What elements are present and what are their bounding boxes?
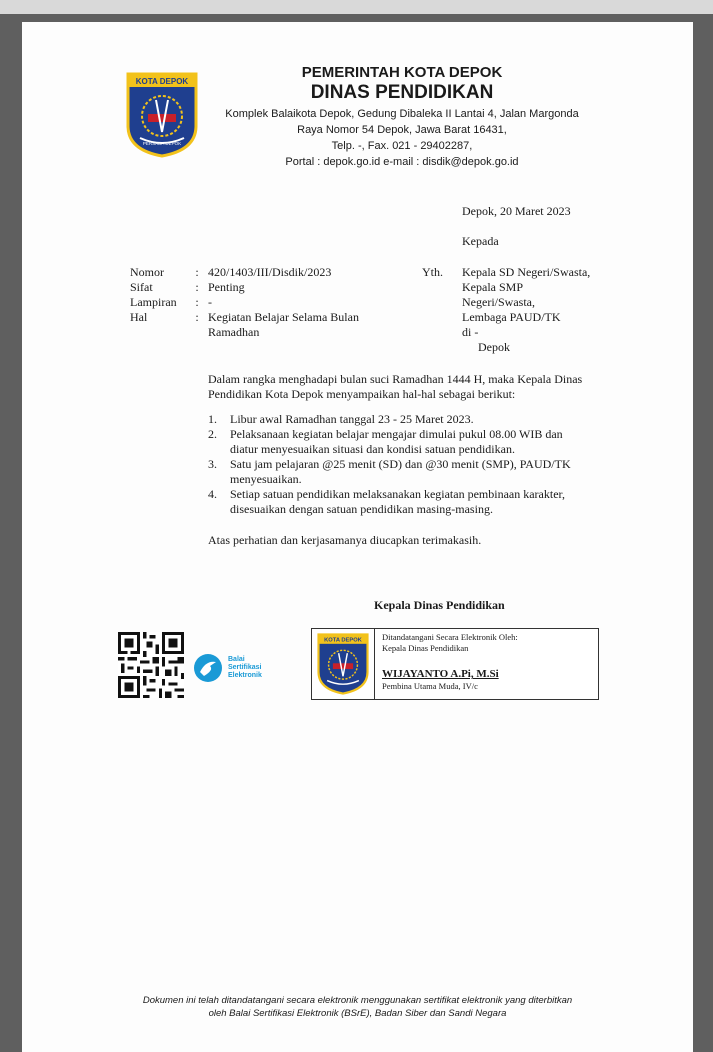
point-number: 1. [208,412,217,426]
sifat-label: Sifat [130,280,153,294]
footer-note [22,994,693,1020]
point-text: Satu jam pelajaran @25 menit (SD) dan @30 menit (SMP), PAUD/TK [230,457,571,471]
meta-row-nomor [130,265,359,280]
sig-logo-label: KOTA DEPOK [324,637,362,644]
document-page [22,22,693,1052]
meta-colon: : [195,310,199,324]
signer-rank: Pembina Utama Muda, IV/c [382,681,478,691]
point-text: Libur awal Ramadhan tanggal 23 - 25 Maret 2023. [230,412,474,426]
list-item [208,412,648,427]
hal-value-line: Ramadhan [208,325,260,339]
point-text: menyesuaikan. [230,472,302,486]
list-item [208,427,648,457]
kota-depok-logo [316,633,370,695]
recipient-line: di - [462,325,479,339]
bsre-label-line: Elektronik [228,672,262,679]
recipient-line: Depok [478,340,510,354]
yth-label: Yth. [422,265,443,279]
list-item [208,457,648,487]
intro-line: Pendidikan Kota Depok menyampaikan hal-hal sebagai berikut: [208,387,516,401]
recipient-line: Lembaga PAUD/TK [462,310,561,324]
meta-row-lampiran [130,295,359,310]
kota-depok-logo [126,72,198,158]
logo-label: KOTA DEPOK [135,77,189,86]
letter-body [208,372,648,548]
signed-by-label: Ditandatangani Secara Elektronik Oleh: [382,632,518,642]
meta-row-hal [130,310,359,340]
sifat-value: Penting [208,280,245,294]
hal-value-line: Kegiatan Belajar Selama Bulan [208,310,359,324]
signature-title: Kepala Dinas Pendidikan [374,598,505,612]
nomor-label: Nomor [130,265,164,279]
letter-meta [130,265,359,340]
list-item [208,487,648,517]
point-text: Setiap satuan pendidikan melaksanakan kegiatan pembinaan karakter, [230,487,566,501]
letterhead-address [202,106,602,170]
footer-line: Dokumen ini telah ditandatangani secara elektronik menggunakan sertifikat elektronik yang diterbitkan [142,995,573,1006]
signer-position: Kepala Dinas Pendidikan [382,643,469,653]
electronic-signature-box [311,628,599,700]
meta-colon: : [195,280,199,294]
points-list [208,412,648,517]
point-number: 4. [208,487,217,501]
recipient-line: Kepala SMP [462,280,523,294]
hal-value [202,310,359,340]
meta-row-sifat [130,280,359,295]
kepada-label: Kepada [462,234,499,248]
point-text: Pelaksanaan kegiatan belajar mengajar dimulai pukul 08.00 WIB dan [230,427,563,441]
lampiran-value: - [208,295,212,309]
footer-line: oleh Balai Sertifikasi Elektronik (BSrE), Badan Siber dan Sandi Negara [208,1008,507,1019]
nomor-value: 420/1403/III/Disdik/2023 [208,265,332,279]
sig-box-divider [374,629,375,699]
point-number: 3. [208,457,217,471]
meta-colon: : [195,295,199,309]
signer-name: WIJAYANTO A.Pi, M.Si [382,668,499,680]
bsre-label-line: Balai [228,656,245,663]
recipient-line: Negeri/Swasta, [462,295,535,309]
point-text: disesuaikan dengan satuan pendidikan masing-masing. [230,502,493,516]
bsre-logo-icon [192,652,224,684]
meta-colon: : [195,265,199,279]
signature-details [382,632,518,692]
address-line: Komplek Balaikota Depok, Gedung Dibaleka II Lantai 4, Jalan Margonda [225,108,579,120]
recipient-block [462,265,590,355]
letterhead-government: PEMERINTAH KOTA DEPOK [301,64,503,81]
hal-label: Hal [130,310,148,324]
top-frame-strip [0,0,713,14]
recipient-line: Kepala SD Negeri/Swasta, [462,265,591,279]
lampiran-label: Lampiran [130,295,177,309]
address-line: Portal : depok.go.id e-mail : disdik@depok.go.id [285,156,519,168]
point-number: 2. [208,427,217,441]
letter-date: Depok, 20 Maret 2023 [462,204,571,218]
bsre-label [228,656,262,680]
bsre-label-line: Sertifikasi [228,664,262,671]
letterhead-agency: DINAS PENDIDIKAN [310,82,494,103]
qr-code-icon [118,632,184,698]
point-text: diatur menyesuaikan situasi dan kondisi satuan pendidikan. [230,442,515,456]
address-line: Telp. -, Fax. 021 - 29402287, [331,140,473,152]
logo-motto: PERSADA DEPOK [142,141,182,146]
intro-line: Dalam rangka menghadapi bulan suci Ramadhan 1444 H, maka Kepala Dinas [208,372,583,386]
closing-text: Atas perhatian dan kerjasamanya diucapkan terimakasih. [208,533,482,547]
address-line: Raya Nomor 54 Depok, Jawa Barat 16431, [297,124,507,136]
